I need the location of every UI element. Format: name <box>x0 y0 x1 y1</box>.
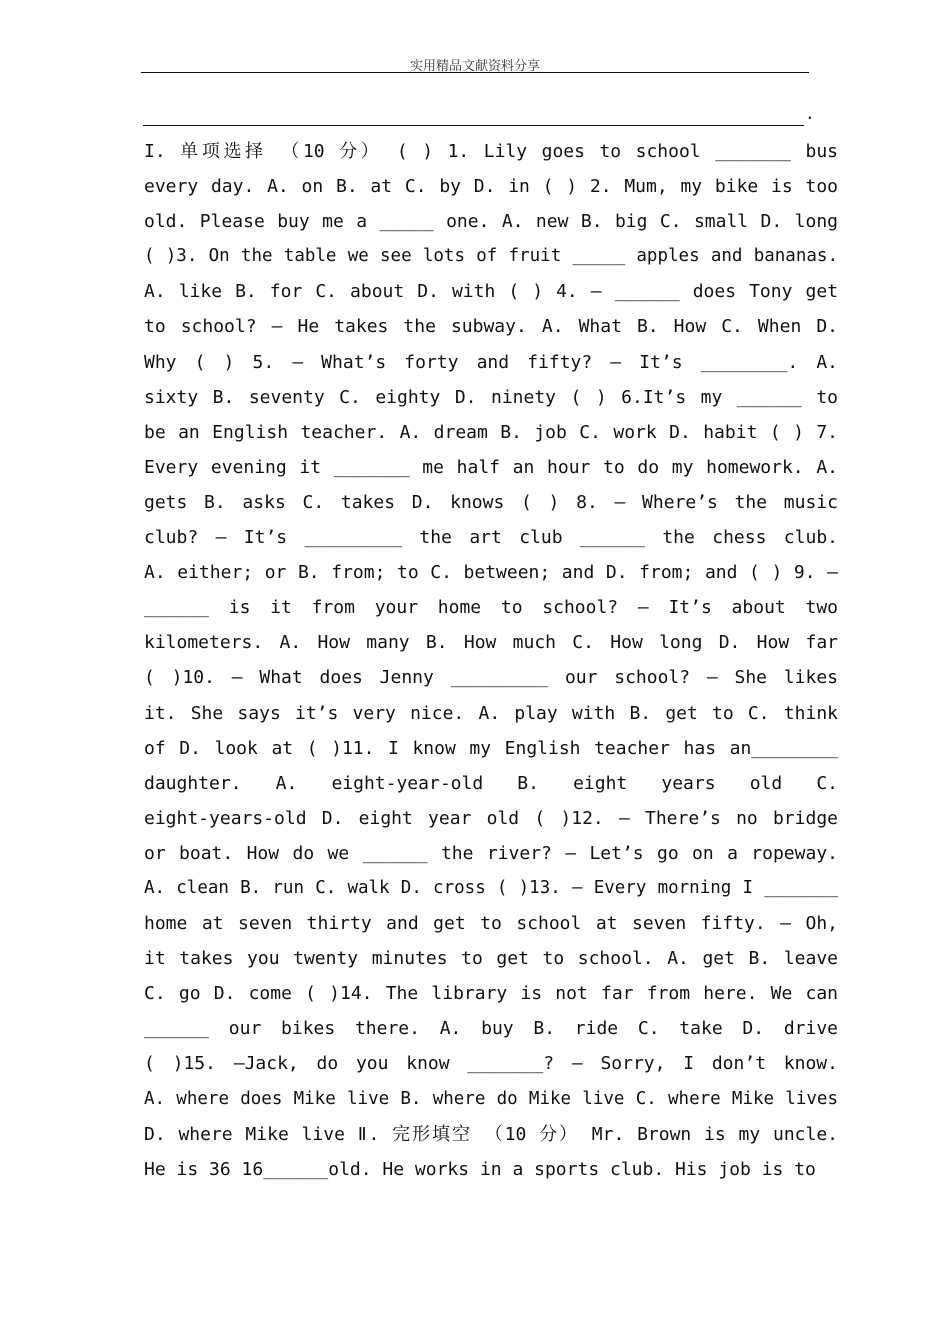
text-line: be an English teacher. A. dream B. job C. work D. habit ( ) 7. <box>144 421 838 443</box>
text-line: ( )15. —Jack, do you know _______? — Sorry, I don’t know. <box>144 1053 838 1075</box>
text-line: Why ( ) 5. — What’s forty and fifty? — It’s ________. A. <box>144 351 838 373</box>
exercise-body <box>144 134 838 1187</box>
text-line: home at seven thirty and get to school at seven fifty. — Oh, <box>144 913 838 935</box>
text-line: A. either; or B. from; to C. between; and D. from; and ( ) 9. — <box>144 562 838 584</box>
text-line: A. like B. for C. about D. with ( ) 4. — ______ does Tony get <box>144 281 838 303</box>
text-line: daughter. A. eight-year-old B. eight years old C. <box>144 772 838 794</box>
text-line: it takes you twenty minutes to get to school. A. get B. leave <box>144 948 838 970</box>
text-line: or boat. How do we ______ the river? — Let’s go on a ropeway. <box>144 842 838 864</box>
text-line: of D. look at ( )11. I know my English teacher has an________ <box>144 737 838 759</box>
page-header-title: 实用精品文献资料分享 <box>409 59 540 74</box>
text-line: it. She says it’s very nice. A. play with B. get to C. think <box>144 702 838 724</box>
answer-blank-line <box>143 125 804 126</box>
text-line: old. Please buy me a _____ one. A. new B. big C. small D. long <box>144 211 838 233</box>
text-line: He is 36 16______old. He works in a sports club. His job is to <box>144 1158 816 1180</box>
text-line: D. where Mike live Ⅱ. 完形填空 （10 分） Mr. Brown is my uncle. <box>144 1123 838 1145</box>
text-line: to school? — He takes the subway. A. What B. How C. When D. <box>144 316 838 338</box>
answer-line-end-mark: . <box>805 104 815 123</box>
text-line: gets B. asks C. takes D. knows ( ) 8. — Where’s the music <box>144 491 838 513</box>
text-line: I. 单项选择 （10 分） ( ) 1. Lily goes to school _______ bus <box>144 141 838 162</box>
text-line: ______ our bikes there. A. buy B. ride C. take D. drive <box>144 1018 838 1040</box>
text-line: every day. A. on B. at C. by D. in ( ) 2. Mum, my bike is too <box>144 176 838 198</box>
text-line: Every evening it _______ me half an hour to do my homework. A. <box>144 456 838 478</box>
text-line: sixty B. seventy C. eighty D. ninety ( ) 6.It’s my ______ to <box>144 386 838 408</box>
text-line: A. clean B. run C. walk D. cross ( )13. — Every morning I _______ <box>144 877 838 898</box>
text-line: ( )3. On the table we see lots of fruit _____ apples and bananas. <box>144 246 838 267</box>
text-line: A. where does Mike live B. where do Mike live C. where Mike lives <box>144 1088 838 1109</box>
text-line: eight-years-old D. eight year old ( )12. — There’s no bridge <box>144 807 838 829</box>
text-line: kilometers. A. How many B. How much C. How long D. How far <box>144 632 838 654</box>
text-line: C. go D. come ( )14. The library is not far from here. We can <box>144 983 838 1005</box>
header-divider <box>141 72 809 73</box>
text-line: ______ is it from your home to school? — It’s about two <box>144 597 838 619</box>
text-line: club? — It’s _________ the art club ______ the chess club. <box>144 527 838 549</box>
text-line: ( )10. — What does Jenny _________ our school? — She likes <box>144 667 838 689</box>
